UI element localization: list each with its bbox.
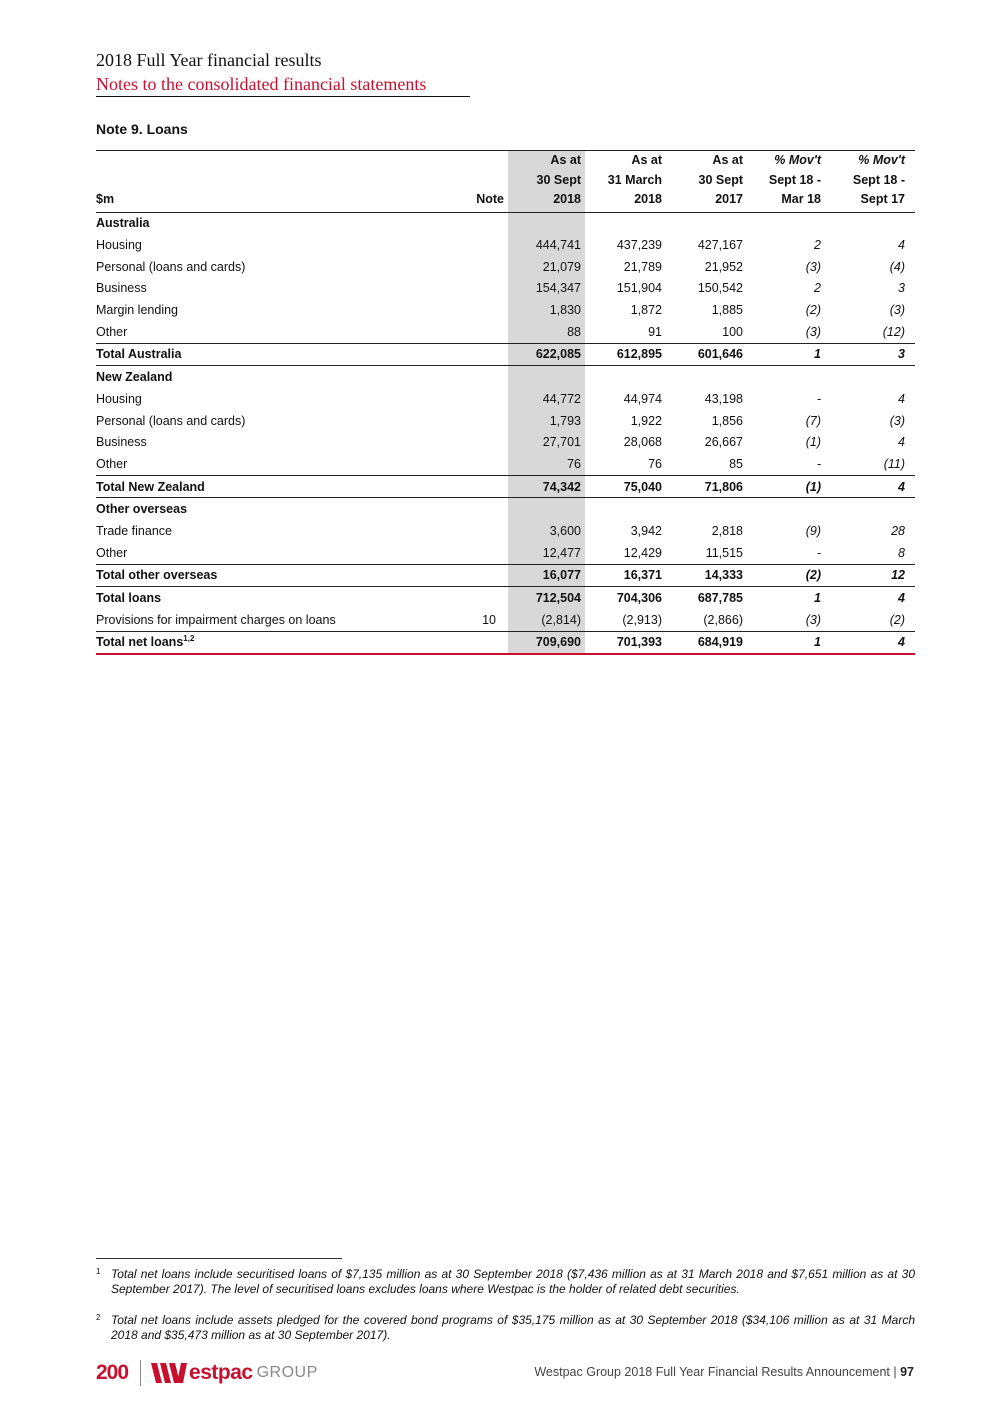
value-sept-2017: 601,646 — [666, 343, 747, 366]
row-label: Personal (loans and cards) — [96, 259, 246, 274]
row-note — [426, 587, 508, 609]
note-title: Note 9. Loans — [96, 121, 188, 137]
mov-sept17: 4 — [831, 631, 915, 654]
table-row — [96, 278, 915, 300]
row-label: Total loans — [96, 591, 162, 606]
section-row — [96, 212, 915, 234]
value-sept-2018 — [508, 498, 585, 520]
value-sept-2018 — [508, 366, 585, 388]
row-note — [426, 343, 508, 366]
table-row — [96, 256, 915, 278]
value-sept-2018: 74,342 — [508, 475, 585, 498]
footer-announcement: Westpac Group 2018 Full Year Financial Results Announcement | — [534, 1365, 897, 1379]
table-header-row — [96, 151, 915, 213]
mov-mar18: (9) — [805, 523, 821, 538]
mov-sept17: (3) — [889, 303, 905, 318]
header-note: Note — [426, 151, 508, 213]
mov-mar18: (2) — [747, 564, 831, 587]
value-sept-2018: 3,600 — [508, 520, 585, 542]
value-sept-2017: 684,919 — [666, 631, 747, 654]
mov-sept17: (11) — [883, 456, 905, 471]
row-label: Margin lending — [96, 303, 178, 318]
value-sept-2018: 44,772 — [508, 388, 585, 410]
row-label: Total net loans$^{1,2}$ — [96, 631, 426, 654]
row-label: Other overseas — [96, 502, 188, 517]
row-label: Trade finance — [96, 523, 172, 538]
value-sept-2017: 150,542 — [697, 281, 743, 296]
row-note — [426, 278, 508, 300]
mov-mar18: 2 — [814, 238, 821, 253]
report-subtitle: Notes to the consolidated financial statements — [96, 74, 427, 94]
row-label: Total New Zealand — [96, 475, 426, 498]
mov-mar18: - — [816, 391, 821, 406]
mov-mar18: 1 — [747, 631, 831, 654]
report-title: 2018 Full Year financial results — [96, 50, 322, 70]
value-sept-2017: 1,885 — [711, 303, 743, 318]
mov-sept17: (4) — [889, 259, 905, 274]
value-sept-2017: 21,952 — [704, 259, 743, 274]
table-row — [96, 453, 915, 475]
mov-mar18: 2 — [814, 281, 821, 296]
mov-mar18: (3) — [805, 259, 821, 274]
mov-sept17: (12) — [882, 324, 905, 339]
header-sept-2017: As at 30 Sept 2017 — [666, 151, 747, 213]
value-sept-2018: (2,814) — [508, 609, 585, 631]
mov-sept17: 12 — [831, 564, 915, 587]
table-row — [96, 388, 915, 410]
value-march-2018: 612,895 — [585, 343, 666, 366]
value-march-2018: 16,371 — [585, 564, 666, 587]
row-note — [426, 475, 508, 498]
value-march-2018: 44,974 — [623, 391, 662, 406]
value-march-2018: 21,789 — [623, 259, 662, 274]
row-label: Other — [96, 324, 128, 339]
row-note — [426, 453, 508, 475]
mov-sept17 — [831, 498, 915, 520]
mov-sept17: 4 — [831, 475, 915, 498]
table-row — [96, 410, 915, 432]
row-note — [426, 234, 508, 256]
header-label: $m — [96, 151, 426, 213]
header-rule — [96, 96, 470, 97]
value-sept-2018: 709,690 — [508, 631, 585, 654]
mov-mar18 — [747, 366, 831, 388]
row-note — [426, 299, 508, 321]
page-footer — [534, 1365, 914, 1379]
mov-mar18: - — [816, 545, 821, 560]
mov-sept17: 4 — [898, 238, 905, 253]
mov-mar18 — [747, 498, 831, 520]
mov-mar18: (7) — [805, 413, 821, 428]
value-sept-2017: 26,667 — [704, 435, 743, 450]
footnote-1 — [96, 1267, 915, 1297]
mov-sept17 — [831, 366, 915, 388]
value-march-2018 — [585, 212, 666, 234]
logo-divider — [140, 1360, 141, 1386]
value-march-2018: 1,872 — [630, 303, 662, 318]
westpac-w-icon — [151, 1363, 187, 1383]
footnote-text: Total net loans include securitised loans of $7,135 million as at 30 September 2018 ($7,436 million as at 31 March 2018 and $7,651 million as at 30 September 2017). The level of securitised loans excludes loans where Westpac is the holder of related debt securities. — [111, 1267, 915, 1296]
logo-brand-text: estpac — [189, 1361, 253, 1384]
mov-sept17: 28 — [891, 523, 905, 538]
value-sept-2018: 154,347 — [508, 278, 585, 300]
table-row — [96, 542, 915, 564]
mov-sept17: (2) — [889, 612, 905, 627]
value-march-2018: 91 — [648, 324, 662, 339]
section-row — [96, 366, 915, 388]
value-march-2018 — [585, 498, 666, 520]
header-sept-2018: As at 30 Sept 2018 — [508, 151, 585, 213]
value-sept-2017: 71,806 — [666, 475, 747, 498]
value-sept-2018: 21,079 — [508, 256, 585, 278]
row-label: Other — [96, 456, 128, 471]
page-number: 97 — [900, 1365, 914, 1379]
value-sept-2017: 2,818 — [711, 523, 743, 538]
row-label: Housing — [96, 391, 142, 406]
mov-mar18 — [747, 212, 831, 234]
table-row — [96, 520, 915, 542]
value-march-2018: 12,429 — [623, 545, 662, 560]
value-sept-2018: 1,793 — [508, 410, 585, 432]
logo-200: 200 — [96, 1361, 129, 1384]
row-label: Business — [96, 435, 147, 450]
value-march-2018: 75,040 — [585, 475, 666, 498]
value-sept-2017: 427,167 — [697, 238, 743, 253]
table-row — [96, 631, 915, 654]
mov-sept17: 8 — [898, 545, 905, 560]
mov-sept17 — [831, 212, 915, 234]
value-sept-2018: 27,701 — [508, 431, 585, 453]
mov-mar18: - — [816, 456, 821, 471]
row-note — [426, 256, 508, 278]
value-sept-2017 — [666, 212, 747, 234]
header-mov-mar18: % Mov't Sept 18 - Mar 18 — [747, 151, 831, 213]
row-label: Housing — [96, 238, 142, 253]
row-label: Provisions for impairment charges on loans — [96, 612, 336, 627]
row-note — [426, 631, 508, 654]
value-sept-2018 — [508, 212, 585, 234]
value-sept-2017: 11,515 — [705, 545, 743, 560]
row-note — [426, 564, 508, 587]
value-sept-2018: 16,077 — [508, 564, 585, 587]
value-march-2018: 3,942 — [630, 523, 662, 538]
value-march-2018: 704,306 — [616, 591, 662, 606]
footnote-mark: 2 — [96, 1313, 101, 1322]
mov-mar18: (3) — [805, 324, 821, 339]
row-label: Total other overseas — [96, 564, 426, 587]
loans-table — [96, 150, 915, 655]
row-label: Australia — [96, 216, 150, 231]
row-label: New Zealand — [96, 370, 173, 385]
footnote-rule — [96, 1258, 342, 1259]
value-sept-2018: 1,830 — [508, 299, 585, 321]
value-sept-2017: (2,866) — [703, 612, 743, 627]
value-sept-2018: 12,477 — [508, 542, 585, 564]
mov-sept17: 4 — [898, 591, 905, 606]
value-sept-2017: 1,856 — [711, 413, 743, 428]
value-sept-2018: 88 — [508, 321, 585, 343]
mov-mar18: (1) — [747, 475, 831, 498]
mov-mar18: (2) — [805, 303, 821, 318]
row-note — [426, 388, 508, 410]
value-march-2018: 76 — [648, 456, 662, 471]
westpac-logo — [96, 1359, 318, 1387]
value-sept-2017: 85 — [729, 456, 743, 471]
value-sept-2017 — [666, 366, 747, 388]
mov-sept17: 3 — [898, 281, 905, 296]
table-row — [96, 343, 915, 366]
row-note — [426, 321, 508, 343]
mov-sept17: 3 — [831, 343, 915, 366]
table-row — [96, 234, 915, 256]
value-march-2018: 28,068 — [623, 435, 662, 450]
table-row — [96, 587, 915, 609]
value-march-2018: 437,239 — [616, 238, 662, 253]
mov-mar18: 1 — [747, 343, 831, 366]
row-note: 10 — [482, 612, 496, 627]
mov-sept17: (3) — [889, 413, 905, 428]
row-note — [426, 212, 508, 234]
header-march-2018: As at 31 March 2018 — [585, 151, 666, 213]
value-march-2018: (2,913) — [622, 612, 662, 627]
value-march-2018 — [585, 366, 666, 388]
mov-mar18: (1) — [805, 435, 821, 450]
table-row — [96, 564, 915, 587]
footnote-ref: 1,2 — [183, 634, 195, 644]
section-row — [96, 498, 915, 520]
footnote-2 — [96, 1313, 915, 1343]
value-sept-2018: 444,741 — [508, 234, 585, 256]
table-body — [96, 212, 915, 654]
table-row — [96, 321, 915, 343]
value-sept-2017: 100 — [722, 324, 743, 339]
mov-mar18: (3) — [805, 612, 821, 627]
value-march-2018: 151,904 — [616, 281, 662, 296]
mov-sept17: 4 — [898, 391, 905, 406]
row-label: Other — [96, 545, 128, 560]
value-sept-2017: 687,785 — [697, 591, 743, 606]
row-label: Total Australia — [96, 343, 426, 366]
row-note — [426, 542, 508, 564]
row-note — [426, 366, 508, 388]
table-row — [96, 609, 915, 631]
row-note — [426, 410, 508, 432]
value-sept-2017: 14,333 — [666, 564, 747, 587]
mov-sept17: 4 — [898, 435, 905, 450]
table-row — [96, 299, 915, 321]
footnote-text: Total net loans include assets pledged for the covered bond programs of $35,175 million as at 30 September 2018 ($34,106 million as at 31 March 2018 and $35,473 million as at 30 September 2017). — [111, 1313, 915, 1342]
value-march-2018: 701,393 — [585, 631, 666, 654]
row-note — [426, 498, 508, 520]
row-label: Personal (loans and cards) — [96, 413, 246, 428]
header-mov-sept17: % Mov't Sept 18 - Sept 17 — [831, 151, 915, 213]
row-note — [426, 431, 508, 453]
value-sept-2017 — [666, 498, 747, 520]
value-sept-2018: 712,504 — [508, 587, 585, 609]
footnote-mark: 1 — [96, 1267, 101, 1276]
value-sept-2017: 43,198 — [704, 391, 743, 406]
table-row — [96, 431, 915, 453]
value-sept-2018: 622,085 — [508, 343, 585, 366]
logo-group-text: GROUP — [256, 1364, 318, 1381]
value-march-2018: 1,922 — [630, 413, 662, 428]
row-note — [426, 520, 508, 542]
mov-mar18: 1 — [814, 591, 821, 606]
value-sept-2018: 76 — [508, 453, 585, 475]
row-label: Business — [96, 281, 147, 296]
table-row — [96, 475, 915, 498]
